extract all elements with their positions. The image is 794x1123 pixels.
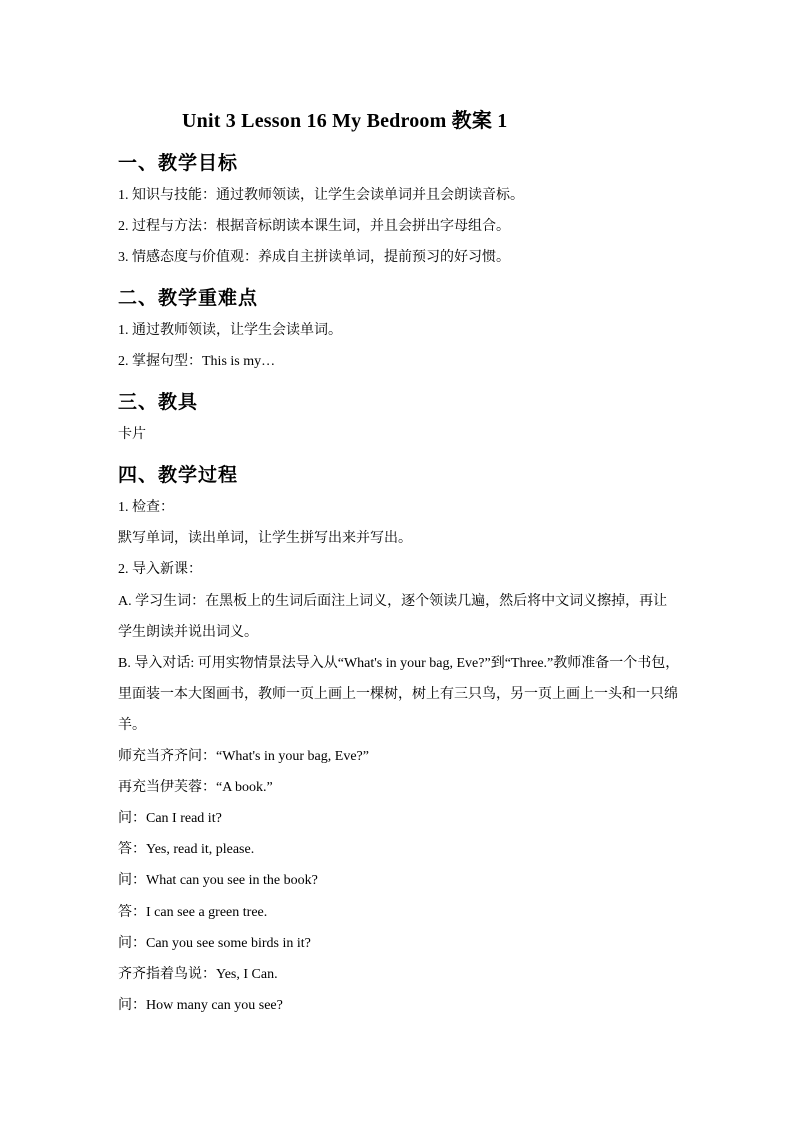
process-line-3: 2. 导入新课： bbox=[118, 562, 202, 577]
process-line-7: 里面装一本大图画书，教师一页上画上一棵树，树上有三只鸟，另一页上画上一头和一只绵 bbox=[118, 687, 678, 702]
process-line-16: 齐齐指着鸟说：Yes, I Can. bbox=[118, 967, 278, 982]
process-line-1: 1. 检查： bbox=[118, 500, 174, 515]
section-heading-objectives: 一、教学目标 bbox=[118, 153, 239, 174]
document-title: Unit 3 Lesson 16 My Bedroom 教案 1 bbox=[182, 110, 508, 132]
process-line-2: 默写单词，读出单词，让学生拼写出来并写出。 bbox=[118, 531, 412, 546]
process-line-13: 问：What can you see in the book? bbox=[118, 873, 318, 888]
objective-line-3: 3. 情感态度与价值观：养成自主拼读单词，提前预习的好习惯。 bbox=[118, 250, 510, 265]
teaching-aid-line: 卡片 bbox=[118, 427, 146, 442]
key-point-line-1: 1. 通过教师领读，让学生会读单词。 bbox=[118, 323, 342, 338]
key-point-line-2: 2. 掌握句型：This is my… bbox=[118, 354, 276, 369]
process-line-6: B. 导入对话: 可用实物情景法导入从“What's in your bag, Eve?”到“Three.”教师准备一个书包， bbox=[118, 656, 680, 671]
process-line-8: 羊。 bbox=[118, 718, 146, 733]
process-line-17: 问：How many can you see? bbox=[118, 998, 283, 1013]
process-line-10: 再充当伊芙蓉：“A book.” bbox=[118, 780, 273, 795]
process-line-9: 师充当齐齐问：“What's in your bag, Eve?” bbox=[118, 749, 369, 764]
process-line-11: 问：Can I read it? bbox=[118, 811, 222, 826]
objective-line-2: 2. 过程与方法：根据音标朗读本课生词，并且会拼出字母组合。 bbox=[118, 219, 510, 234]
section-heading-teaching-aids: 三、教具 bbox=[118, 392, 199, 413]
process-line-14: 答：I can see a green tree. bbox=[118, 905, 268, 920]
process-line-4: A. 学习生词：在黑板上的生词后面注上词义，逐个领读几遍，然后将中文词义擦掉，再让 bbox=[118, 594, 668, 609]
process-line-5: 学生朗读并说出词义。 bbox=[118, 625, 258, 640]
objective-line-1: 1. 知识与技能：通过教师领读，让学生会读单词并且会朗读音标。 bbox=[118, 188, 524, 203]
section-heading-process: 四、教学过程 bbox=[118, 465, 239, 486]
section-heading-key-points: 二、教学重难点 bbox=[118, 288, 259, 309]
process-line-12: 答：Yes, read it, please. bbox=[118, 842, 255, 857]
process-line-15: 问：Can you see some birds in it? bbox=[118, 936, 311, 951]
